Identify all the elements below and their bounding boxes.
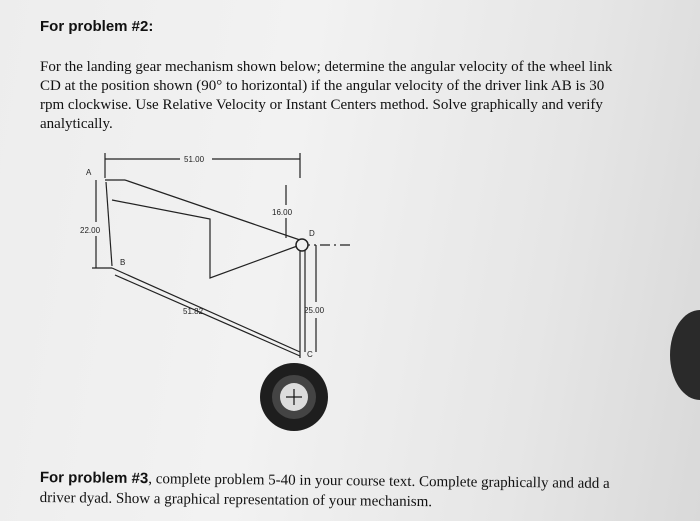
dimension-22-00: 22.00 xyxy=(80,226,101,235)
link-bc xyxy=(112,268,300,352)
problem3-line-1-rest: , complete problem 5-40 in your course text. Complete graphically and add a xyxy=(148,471,610,492)
problem2-heading: For problem #2: xyxy=(40,18,154,35)
link-bc-parallel xyxy=(115,275,300,356)
dimension-51-00: 51.00 xyxy=(184,155,205,164)
dimension-51-82: 51.82 xyxy=(183,307,204,316)
problem3-lead: For problem #3 xyxy=(39,468,149,488)
link-ab xyxy=(106,182,112,266)
problem3-line-2: driver dyad. Show a graphical representation of your mechanism. xyxy=(39,489,433,511)
dimension-16-00: 16.00 xyxy=(272,208,293,217)
problem2-line-3: rpm clockwise. Use Relative Velocity or Instant Centers method. Solve graphically and verify xyxy=(40,97,603,113)
problem3-statement xyxy=(40,468,690,515)
dimension-25-00: 25.00 xyxy=(304,306,325,315)
pin-d xyxy=(296,239,308,251)
problem2-line-2: CD at the position shown (90° to horizontal) if the angular velocity of the driver link AB is 30 xyxy=(40,78,605,94)
point-label-c: C xyxy=(307,350,313,359)
point-label-d: D xyxy=(309,229,315,238)
point-label-a: A xyxy=(86,168,92,177)
problem2-line-4: analytically. xyxy=(40,116,113,132)
point-label-b: B xyxy=(120,258,126,267)
wheel xyxy=(260,363,328,431)
problem2-line-1: For the landing gear mechanism shown below; determine the angular velocity of the wheel link xyxy=(40,59,613,75)
